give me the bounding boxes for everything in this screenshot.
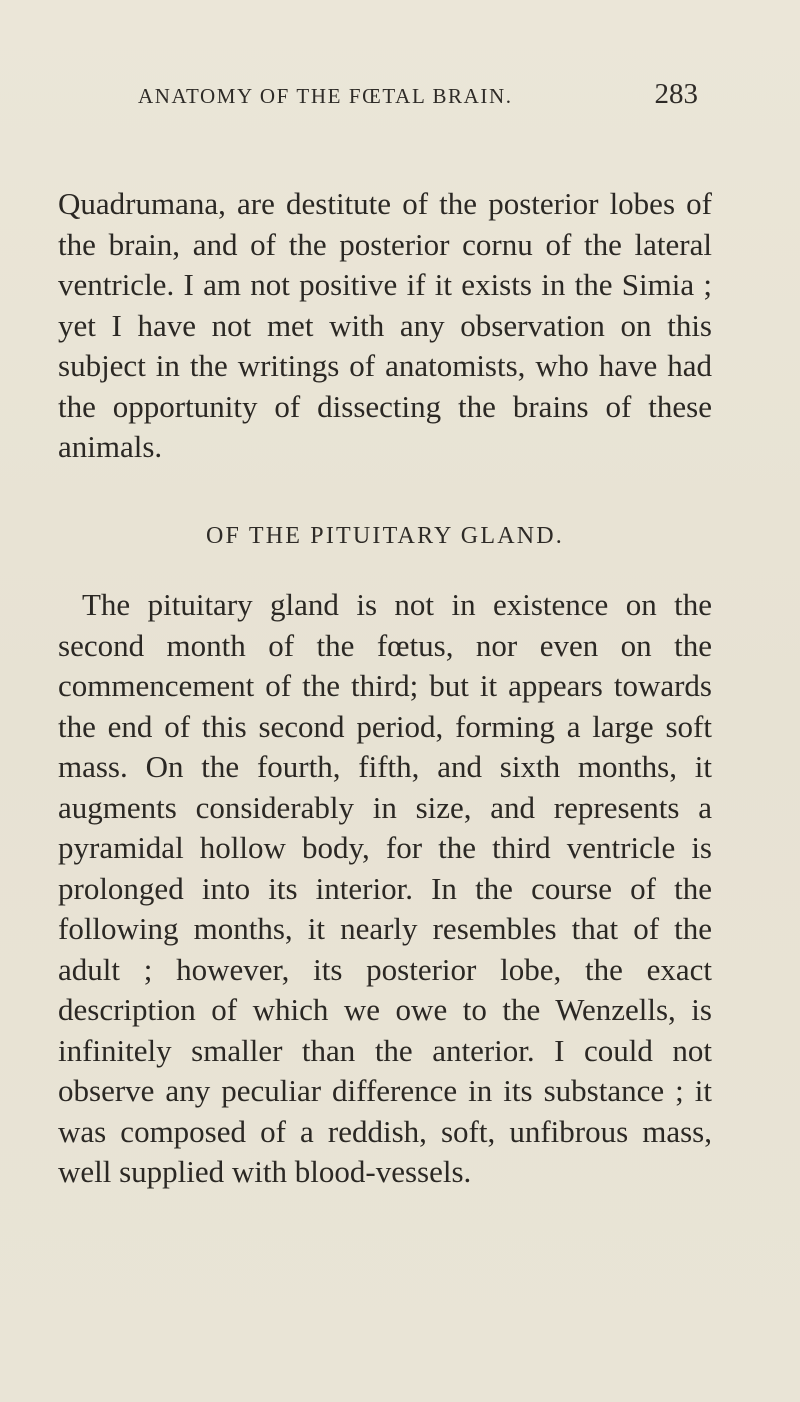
body-paragraph-2: The pituitary gland is not in existence on the second month of the fœtus, nor even on the commencement of the third; but it appears towards the end of this second period, forming a large soft mass. On the fourth, fifth, and sixth months, it augments considerably in size, and represents a pyramidal hollow body, for the third ventricle is prolonged into its interior. In the course of the following months, it nearly resembles that of the adult ; however, its posterior lobe, the exact description of which we owe to the Wenzells, is infinitely smaller than the anterior. I could not observe any peculiar difference in its substance ; it was composed of a reddish, soft, unfibrous mass, well supplied with blood-vessels. (58, 587, 712, 1189)
page-number: 283 (654, 78, 698, 110)
body-paragraph-1: Quadrumana, are destitute of the posterior lobes of the brain, and of the posterior cornu of the lateral ventricle. I am not positive if it exists in the Simia ; yet I have not met with any observation on this subject in the writings of anatomists, who have had the opportunity of dissecting the brains of these animals. (58, 186, 712, 464)
running-title: ANATOMY OF THE FŒTAL BRAIN. (138, 84, 513, 108)
running-header (138, 78, 698, 111)
section-heading: OF THE PITUITARY GLAND. (205, 523, 564, 549)
